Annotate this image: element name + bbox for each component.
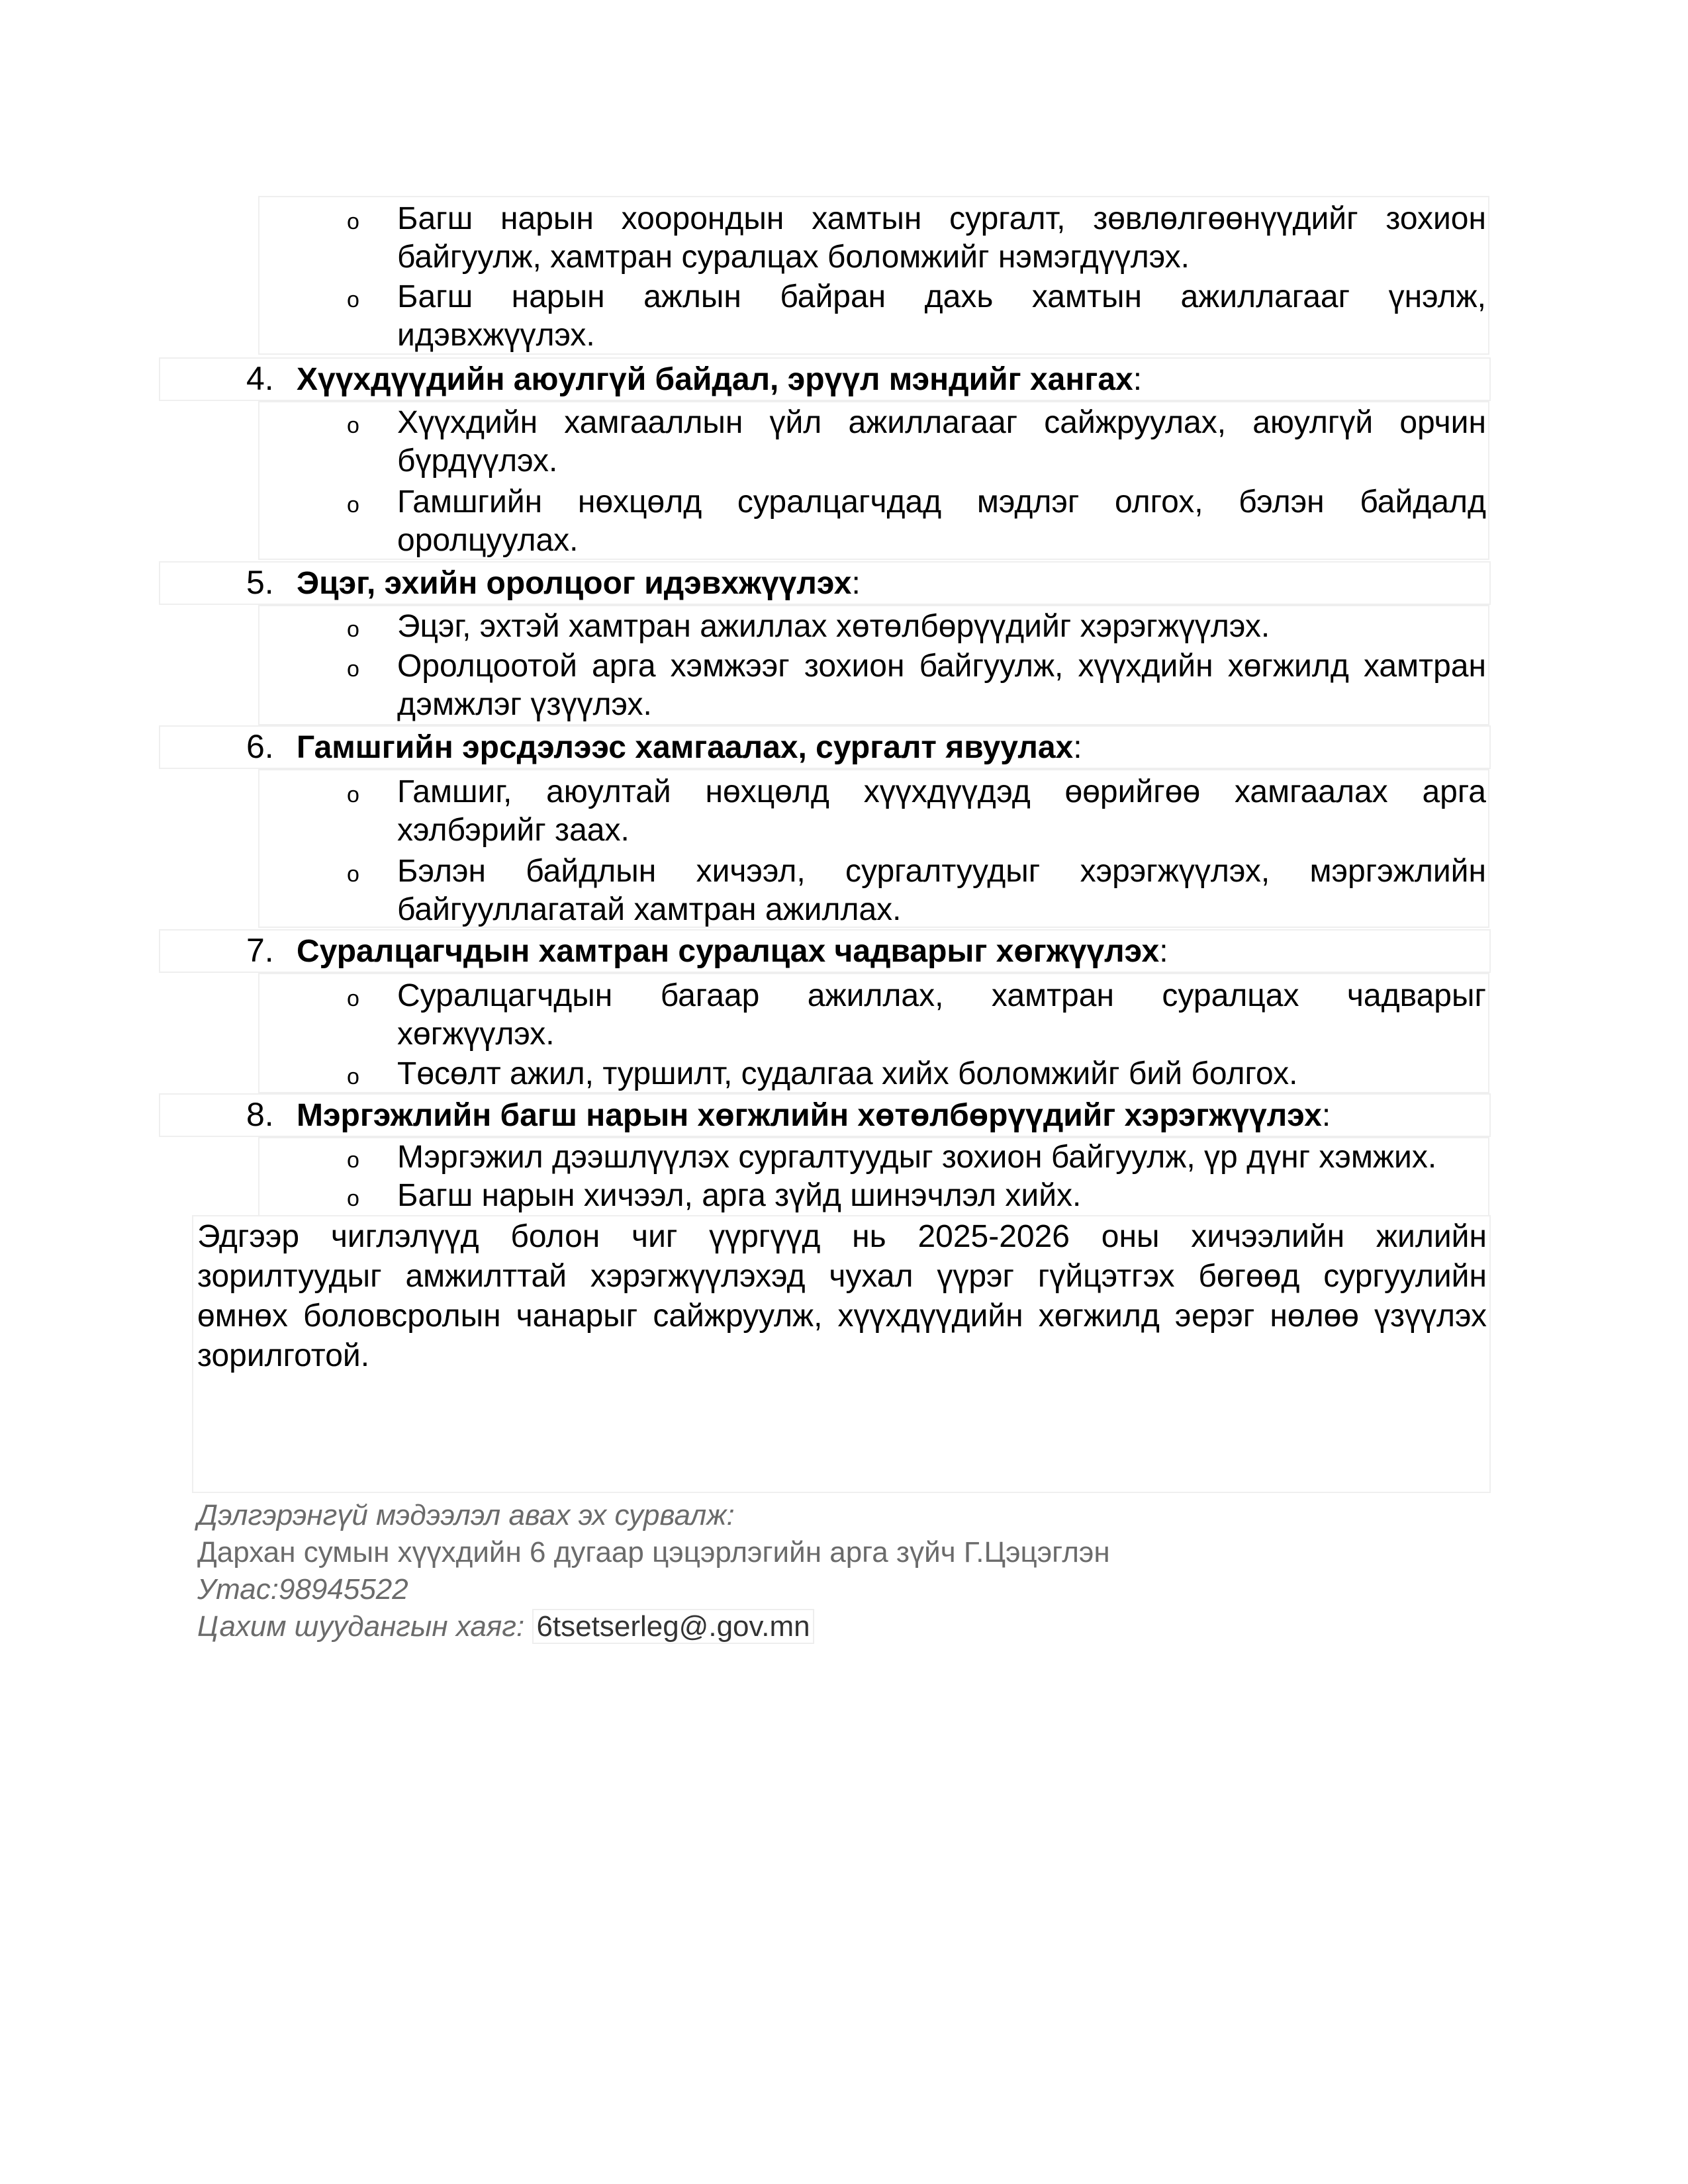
- conclusion-line: зорилготой.: [197, 1338, 370, 1373]
- section-title-text: Гамшгийн эрсдэлээс хамгаалах, сургалт явуулах: [297, 730, 1074, 765]
- section-title-colon: :: [1159, 934, 1168, 969]
- bullet-line: байгууллагатай хамтран ажиллах.: [397, 892, 902, 927]
- bullet-line: хөгжүүлэх.: [397, 1017, 555, 1052]
- bullet-icon: o: [347, 287, 359, 312]
- bullet-line: Хүүхдийн хамгааллын үйл ажиллагааг сайжруулах, аюулгүй орчин: [397, 405, 1486, 440]
- bullet-line: дэмжлэг үзүүлэх.: [397, 687, 652, 722]
- section-title-text: Суралцагчдын хамтран суралцах чадварыг хөгжүүлэх: [297, 934, 1160, 969]
- bullet-icon: o: [347, 209, 359, 234]
- author-line: Дархан сумын хүүхдийн 6 дугаар цэцэрлэгийн арга зүйч Г.Цэцэглэн: [197, 1536, 1110, 1569]
- section-title-colon: :: [1073, 730, 1082, 765]
- bullet-line: Гамшгийн нөхцөлд суралцагчдад мэдлэг олгох, бэлэн байдалд: [397, 484, 1486, 520]
- bullet-line: бүрдүүлэх.: [397, 443, 558, 478]
- section-number: 5.: [246, 564, 274, 601]
- source-label: Дэлгэрэнгүй мэдээлэл авах эх сурвалж:: [197, 1499, 735, 1531]
- email-label: Цахим шуудангын хаяг:: [197, 1610, 533, 1643]
- email-line: [197, 1608, 814, 1645]
- section-number: 6.: [246, 728, 274, 765]
- bullet-icon: o: [347, 413, 359, 438]
- bullet-icon: o: [347, 1064, 359, 1089]
- bullet-line: Төсөлт ажил, туршилт, судалгаа хийх боломжийг бий болгох.: [397, 1056, 1298, 1091]
- section-title: [297, 729, 1082, 767]
- section-title-text: Мэргэжлийн багш нарын хөгжлийн хөтөлбөрүүдийг хэрэгжүүлэх: [297, 1098, 1322, 1133]
- bullet-icon: o: [347, 617, 359, 642]
- section-title-colon: :: [1133, 362, 1143, 397]
- bullet-line: Суралцагчдын багаар ажиллах, хамтран суралцах чадварыг: [397, 978, 1486, 1013]
- section-title: [297, 933, 1168, 971]
- conclusion-line: өмнөх боловсролын чанарыг сайжруулж, хүүхдүүдийн хөгжилд эерэг нөлөө үзүүлэх: [197, 1298, 1487, 1334]
- section-number: 7.: [246, 932, 274, 969]
- bullet-icon: o: [347, 986, 359, 1011]
- section-title-text: Хүүхдүүдийн аюулгүй байдал, эрүүл мэндийг хангах: [297, 362, 1133, 397]
- bullet-line: Эцэг, эхтэй хамтран ажиллах хөтөлбөрүүдийг хэрэгжүүлэх.: [397, 609, 1270, 644]
- email-link[interactable]: 6tsetserleg@.gov.mn: [532, 1609, 814, 1644]
- conclusion-line: зорилтуудыг амжилттай хэрэгжүүлэхэд чухал үүрэг гүйцэтгэх бөгөөд сургуулийн: [197, 1259, 1487, 1294]
- bullet-line: байгуулж, хамтран суралцах боломжийг нэмэгдүүлэх.: [397, 240, 1190, 275]
- bullet-line: Бэлэн байдлын хичээл, сургалтуудыг хэрэгжүүлэх, мэргэжлийн: [397, 854, 1486, 889]
- bullet-icon: o: [347, 492, 359, 518]
- section-title-colon: :: [851, 566, 861, 601]
- bullet-line: Мэргэжил дээшлүүлэх сургалтуудыг зохион байгуулж, үр дүнг хэмжих.: [397, 1140, 1437, 1175]
- bullet-icon: o: [347, 862, 359, 887]
- conclusion-box: [192, 1215, 1491, 1493]
- conclusion-line: Эдгээр чиглэлүүд болон чиг үүргүүд нь 2025-2026 оны хичээлийн жилийн: [197, 1219, 1487, 1254]
- bullet-line: Багш нарын ажлын байран дахь хамтын ажиллагааг үнэлж,: [397, 279, 1486, 314]
- section-title: [297, 565, 861, 603]
- section-title: [297, 361, 1142, 399]
- section-title-text: Эцэг, эхийн оролцоог идэвхжүүлэх: [297, 566, 852, 601]
- bullet-icon: o: [347, 1148, 359, 1173]
- bullet-line: оролцуулах.: [397, 523, 579, 558]
- section-number: 4.: [246, 360, 274, 397]
- bullet-line: Багш нарын хоорондын хамтын сургалт, зөвлөлгөөнүүдийг зохион: [397, 201, 1486, 236]
- section-title: [297, 1097, 1331, 1135]
- bullet-icon: o: [347, 1186, 359, 1211]
- bullet-icon: o: [347, 657, 359, 682]
- bullet-line: Гамшиг, аюултай нөхцөлд хүүхдүүдэд өөрийгөө хамгаалах арга: [397, 774, 1486, 809]
- phone-line: Утас:98945522: [197, 1573, 408, 1606]
- section-title-colon: :: [1321, 1098, 1331, 1133]
- bullet-line: Оролцоотой арга хэмжээг зохион байгуулж, хүүхдийн хөгжилд хамтран: [397, 649, 1486, 684]
- section-number: 8.: [246, 1096, 274, 1133]
- bullet-line: идэвхжүүлэх.: [397, 318, 595, 353]
- bullet-line: Багш нарын хичээл, арга зүйд шинэчлэл хийх.: [397, 1178, 1082, 1213]
- bullet-icon: o: [347, 782, 359, 807]
- bullet-line: хэлбэрийг заах.: [397, 813, 630, 848]
